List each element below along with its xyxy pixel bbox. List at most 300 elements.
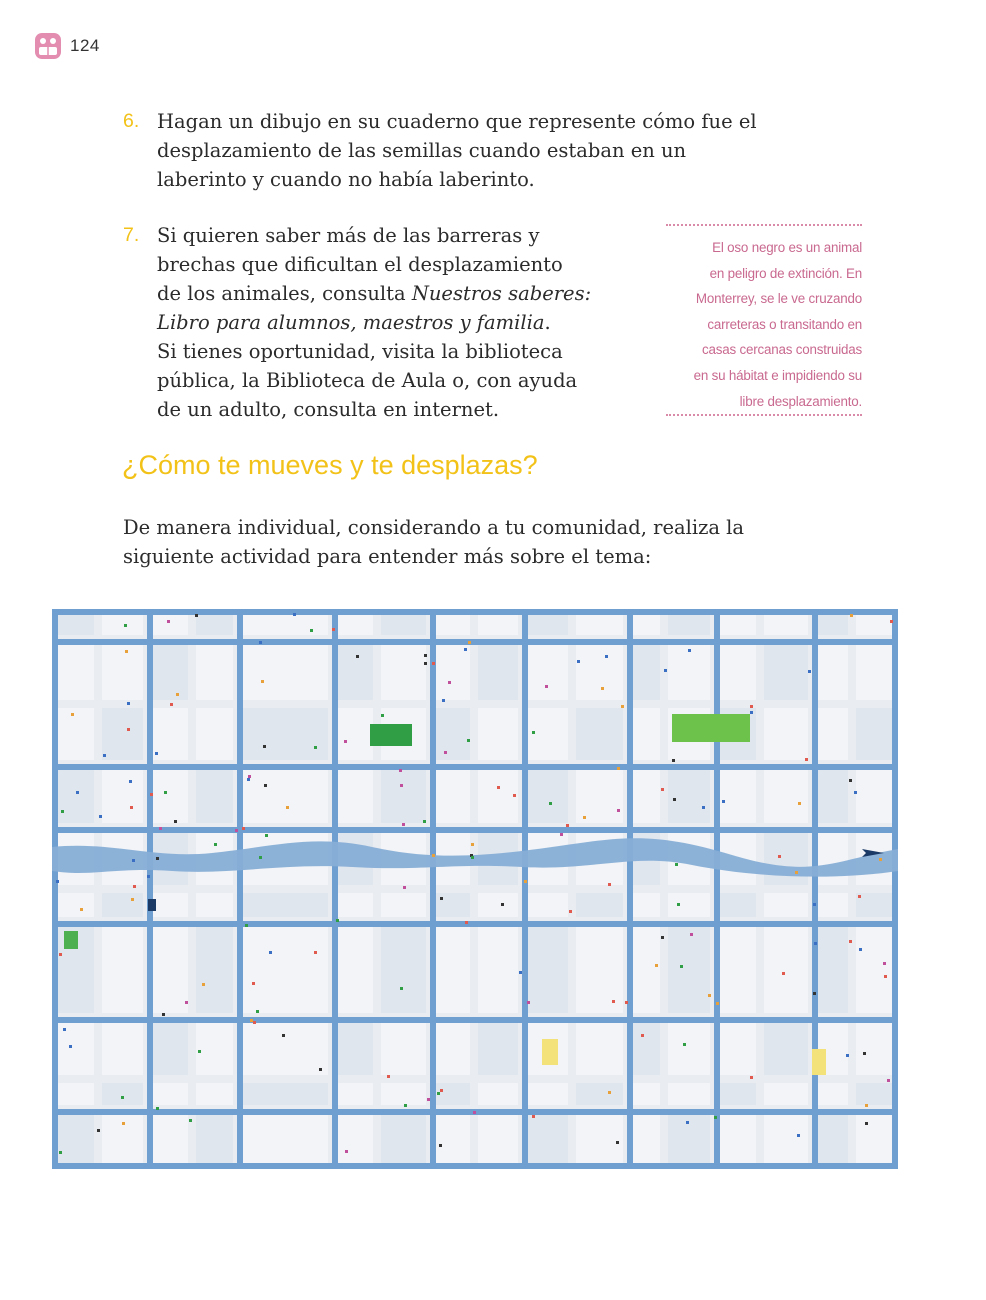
map-detail: [250, 1019, 253, 1022]
map-street: [237, 609, 243, 1169]
side-note-line: casas cercanas construidas: [701, 342, 862, 358]
map-street: [714, 609, 720, 1169]
map-detail: [310, 629, 313, 632]
map-block: [56, 1083, 94, 1105]
map-block: [434, 768, 470, 823]
map-detail: [124, 624, 127, 627]
map-block: [764, 1021, 808, 1075]
map-detail: [583, 816, 586, 819]
map-street: [627, 609, 633, 1169]
map-detail: [813, 992, 816, 995]
map-street: [332, 609, 338, 1169]
map-block: [478, 1113, 518, 1165]
map-detail: [750, 1076, 753, 1079]
map-street: [522, 609, 528, 1169]
map-detail: [448, 681, 451, 684]
map-detail: [437, 1092, 440, 1095]
map-detail: [566, 824, 569, 827]
map-detail: [235, 829, 238, 832]
map-detail: [150, 793, 153, 796]
map-detail: [314, 746, 317, 749]
map-detail: [185, 1001, 188, 1004]
map-block: [668, 925, 710, 1013]
map-block: [381, 1113, 426, 1165]
map-block: [336, 643, 373, 700]
map-block: [576, 613, 623, 635]
map-detail: [127, 702, 130, 705]
map-detail: [814, 942, 817, 945]
map-detail: [381, 714, 384, 717]
map-detail: [269, 951, 272, 954]
map-detail: [524, 880, 527, 883]
map-detail: [242, 827, 245, 830]
map-detail: [577, 660, 580, 663]
map-detail: [612, 1000, 615, 1003]
list-item-7: [123, 221, 623, 424]
map-detail: [608, 1091, 611, 1094]
map-detail: [71, 713, 74, 716]
map-detail: [59, 1151, 62, 1154]
map-detail: [176, 693, 179, 696]
map-detail: [865, 1104, 868, 1107]
map-street: [52, 1163, 898, 1169]
map-detail: [424, 654, 427, 657]
map-street: [52, 639, 898, 645]
map-detail: [282, 1034, 285, 1037]
map-detail: [797, 1134, 800, 1137]
map-detail: [61, 810, 64, 813]
map-detail: [336, 919, 339, 922]
map-block: [478, 768, 518, 823]
map-detail: [432, 662, 435, 665]
map-detail: [545, 685, 548, 688]
map-street: [52, 609, 898, 615]
map-block: [668, 1021, 710, 1075]
map-block: [151, 1113, 188, 1165]
map-block: [241, 768, 328, 823]
map-detail: [549, 802, 552, 805]
map-block: [576, 925, 623, 1013]
map-block: [56, 643, 94, 700]
map-street: [52, 827, 898, 833]
map-detail: [884, 975, 887, 978]
map-block: [196, 643, 233, 700]
map-block: [56, 708, 94, 760]
map-detail: [202, 983, 205, 986]
map-block: [526, 768, 568, 823]
map-detail: [849, 779, 852, 782]
map-block: [631, 708, 660, 760]
map-block: [668, 768, 710, 823]
map-block: [576, 1021, 623, 1075]
map-block: [856, 893, 894, 917]
map-block: [151, 925, 188, 1013]
map-block: [434, 708, 470, 760]
map-street: [147, 609, 153, 1169]
map-detail: [750, 705, 753, 708]
map-block: [196, 925, 233, 1013]
map-block: [764, 1113, 808, 1165]
map-block: [336, 708, 373, 760]
map-block: [668, 1083, 710, 1105]
map-detail: [859, 948, 862, 951]
map-block: [478, 1083, 518, 1105]
map-block: [718, 768, 756, 823]
map-detail: [527, 1001, 530, 1004]
map-detail: [473, 1111, 476, 1114]
map-block: [856, 643, 894, 700]
building: [148, 899, 156, 911]
map-block: [381, 613, 426, 635]
map-detail: [99, 815, 102, 818]
map-block: [764, 925, 808, 1013]
map-detail: [440, 897, 443, 900]
map-detail: [314, 951, 317, 954]
item-line: Si tienes oportunidad, visita la biblioteca: [157, 340, 563, 363]
map-block: [631, 1021, 660, 1075]
map-detail: [147, 875, 150, 878]
section-intro: De manera individual, considerando a tu comunidad, realiza la siguiente actividad para entender más sobre el tema:: [123, 516, 745, 568]
map-block: [856, 768, 894, 823]
map-detail: [883, 962, 886, 965]
map-detail: [795, 871, 798, 874]
map-detail: [688, 649, 691, 652]
park: [370, 724, 412, 746]
map-block: [478, 1021, 518, 1075]
map-block: [434, 613, 470, 635]
map-detail: [286, 806, 289, 809]
map-detail: [245, 924, 248, 927]
map-block: [336, 1021, 373, 1075]
map-detail: [683, 1043, 686, 1046]
map-block: [526, 613, 568, 635]
map-block: [196, 613, 233, 635]
map-block: [241, 1083, 328, 1105]
map-block: [381, 893, 426, 917]
map-detail: [103, 754, 106, 757]
map-block: [102, 613, 143, 635]
map-detail: [865, 1122, 868, 1125]
map-block: [668, 1113, 710, 1165]
map-detail: [468, 641, 471, 644]
map-detail: [132, 859, 135, 862]
map-block: [336, 925, 373, 1013]
map-detail: [471, 843, 474, 846]
map-detail: [686, 1121, 689, 1124]
map-block: [336, 893, 373, 917]
map-block: [151, 893, 188, 917]
map-detail: [76, 791, 79, 794]
item-line: de un adulto, consulta en internet.: [157, 398, 500, 421]
map-block: [151, 613, 188, 635]
map-block: [576, 1113, 623, 1165]
map-block: [816, 708, 848, 760]
map-detail: [716, 1002, 719, 1005]
map-detail: [513, 794, 516, 797]
map-detail: [497, 786, 500, 789]
map-detail: [427, 1098, 430, 1101]
map-block: [576, 708, 623, 760]
item-number: 6.: [123, 110, 140, 132]
map-block: [56, 1113, 94, 1165]
side-note-line: El oso negro es un animal: [712, 240, 862, 255]
map-detail: [404, 1104, 407, 1107]
map-street: [52, 1017, 898, 1023]
map-block: [478, 613, 518, 635]
map-detail: [97, 1129, 100, 1132]
map-block: [668, 613, 710, 635]
map-detail: [625, 1001, 628, 1004]
map-block: [526, 893, 568, 917]
map-block: [631, 613, 660, 635]
map-detail: [198, 1050, 201, 1053]
map-detail: [69, 1045, 72, 1048]
side-note-line: en su hábitat e impidiendo su: [693, 367, 862, 383]
list-item-6: [123, 107, 763, 194]
map-detail: [690, 933, 693, 936]
map-block: [56, 768, 94, 823]
map-detail: [863, 1052, 866, 1055]
map-block: [336, 613, 373, 635]
map-detail: [293, 613, 296, 616]
map-detail: [439, 1144, 442, 1147]
map-block: [718, 1113, 756, 1165]
map-detail: [127, 728, 130, 731]
map-block: [56, 613, 94, 635]
map-detail: [167, 620, 170, 623]
map-block: [856, 1083, 894, 1105]
map-detail: [121, 1096, 124, 1099]
map-block: [381, 768, 426, 823]
map-block: [336, 768, 373, 823]
map-block: [478, 708, 518, 760]
map-block: [816, 831, 848, 885]
map-detail: [332, 628, 335, 631]
map-detail: [501, 903, 504, 906]
building: [542, 1039, 558, 1065]
map-detail: [782, 972, 785, 975]
side-note-line: Monterrey, se le ve cruzando: [695, 291, 862, 307]
map-street: [52, 609, 58, 1169]
map-detail: [356, 655, 359, 658]
map-block: [381, 1021, 426, 1075]
map-detail: [849, 940, 852, 943]
map-block: [764, 768, 808, 823]
map-detail: [798, 802, 801, 805]
map-detail: [672, 759, 675, 762]
map-detail: [605, 655, 608, 658]
map-detail: [122, 1122, 125, 1125]
map-block: [576, 1083, 623, 1105]
map-detail: [750, 711, 753, 714]
map-block: [816, 1083, 848, 1105]
map-block: [241, 893, 328, 917]
item-line: Si quieren saber más de las barreras y: [157, 224, 540, 247]
map-block: [856, 1113, 894, 1165]
map-block: [631, 768, 660, 823]
map-detail: [722, 800, 725, 803]
map-detail: [854, 791, 857, 794]
map-detail: [471, 856, 474, 859]
map-detail: [156, 1107, 159, 1110]
map-block: [241, 1113, 328, 1165]
map-detail: [858, 895, 861, 898]
map-detail: [80, 908, 83, 911]
map-block: [718, 1083, 756, 1105]
map-block: [102, 1083, 143, 1105]
map-detail: [261, 680, 264, 683]
map-block: [434, 925, 470, 1013]
map-detail: [846, 1054, 849, 1057]
map-detail: [423, 820, 426, 823]
map-detail: [170, 703, 173, 706]
map-detail: [617, 809, 620, 812]
map-detail: [264, 784, 267, 787]
map-detail: [432, 854, 435, 857]
map-detail: [617, 767, 620, 770]
map-detail: [387, 1075, 390, 1078]
side-note-line: libre desplazamiento.: [739, 393, 862, 409]
map-detail: [195, 614, 198, 617]
map-detail: [879, 858, 882, 861]
side-note-line: carreteras o transitando en: [707, 316, 862, 332]
map-block: [478, 925, 518, 1013]
map-detail: [714, 1116, 717, 1119]
map-detail: [813, 903, 816, 906]
map-block: [336, 1083, 373, 1105]
map-block: [816, 613, 848, 635]
map-block: [241, 613, 328, 635]
map-detail: [424, 662, 427, 665]
map-detail: [319, 1068, 322, 1071]
map-detail: [256, 1010, 259, 1013]
park: [64, 931, 78, 949]
map-block: [241, 925, 328, 1013]
map-block: [526, 925, 568, 1013]
map-detail: [403, 886, 406, 889]
map-detail: [808, 670, 811, 673]
map-block: [196, 1083, 233, 1105]
map-detail: [345, 1150, 348, 1153]
map-detail: [661, 788, 664, 791]
map-block: [816, 893, 848, 917]
map-block: [102, 925, 143, 1013]
map-detail: [467, 739, 470, 742]
map-block: [764, 708, 808, 760]
map-street: [812, 609, 818, 1169]
map-block: [816, 925, 848, 1013]
map-block: [196, 1021, 233, 1075]
map-block: [718, 613, 756, 635]
map-street: [52, 764, 898, 770]
park: [672, 714, 750, 742]
map-detail: [399, 769, 402, 772]
map-detail: [444, 751, 447, 754]
map-detail: [890, 620, 893, 623]
map-detail: [248, 775, 251, 778]
map-detail: [164, 791, 167, 794]
map-detail: [560, 833, 563, 836]
map-street: [430, 609, 436, 1169]
book-title: Nuestros saberes:: [411, 282, 592, 305]
map-block: [102, 1021, 143, 1075]
map-detail: [677, 903, 680, 906]
map-block: [196, 1113, 233, 1165]
map-block: [764, 1083, 808, 1105]
map-block: [434, 893, 470, 917]
map-detail: [708, 994, 711, 997]
map-detail: [130, 806, 133, 809]
page-header: [34, 32, 100, 60]
map-detail: [532, 731, 535, 734]
map-detail: [156, 857, 159, 860]
map-detail: [129, 780, 132, 783]
map-detail: [702, 806, 705, 809]
map-block: [631, 643, 660, 700]
map-block: [631, 1113, 660, 1165]
map-block: [102, 643, 143, 700]
map-detail: [641, 1034, 644, 1037]
map-block: [102, 1113, 143, 1165]
map-block: [816, 1113, 848, 1165]
map-block: [718, 643, 756, 700]
map-detail: [247, 778, 250, 781]
map-block: [434, 643, 470, 700]
map-detail: [616, 1141, 619, 1144]
map-detail: [155, 752, 158, 755]
item-text: Hagan un dibujo en su cuaderno que represente cómo fue el desplazamiento de las semillas cuando estaban en un laberinto y cuando no había laberinto.: [157, 110, 757, 191]
map-detail: [63, 1028, 66, 1031]
item-line: brechas que dificultan el desplazamiento: [157, 253, 563, 276]
item-number: 7.: [123, 224, 140, 246]
building: [812, 1049, 826, 1075]
item-text: [157, 221, 623, 424]
map-block: [816, 768, 848, 823]
map-block: [196, 768, 233, 823]
map-block: [434, 1113, 470, 1165]
map-block: [102, 708, 143, 760]
map-block: [196, 893, 233, 917]
community-map-photo: [52, 609, 898, 1169]
map-detail: [56, 880, 59, 883]
map-block: [718, 1021, 756, 1075]
map-block: [56, 893, 94, 917]
map-block: [631, 1083, 660, 1105]
map-detail: [464, 648, 467, 651]
map-block: [151, 1083, 188, 1105]
map-block: [151, 768, 188, 823]
map-detail: [621, 705, 624, 708]
map-detail: [675, 863, 678, 866]
map-block: [856, 925, 894, 1013]
map-detail: [344, 740, 347, 743]
item-line: de los animales, consulta Nuestros saberes:: [157, 282, 592, 305]
map-detail: [532, 1115, 535, 1118]
map-block: [764, 613, 808, 635]
map-block: [576, 893, 623, 917]
map-detail: [402, 823, 405, 826]
map-detail: [400, 784, 403, 787]
map-detail: [601, 687, 604, 690]
map-block: [856, 708, 894, 760]
item-line: Libro para alumnos, maestros y familia.: [157, 311, 551, 334]
map-block: [526, 1113, 568, 1165]
map-detail: [664, 669, 667, 672]
map-block: [856, 1021, 894, 1075]
map-street: [52, 921, 898, 927]
map-detail: [174, 820, 177, 823]
map-detail: [519, 971, 522, 974]
